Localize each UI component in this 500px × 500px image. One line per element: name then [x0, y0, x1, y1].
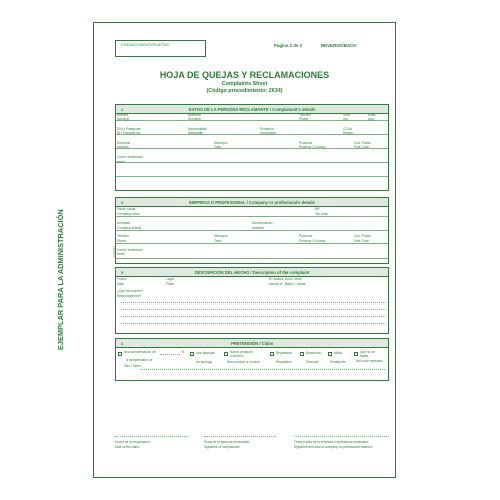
label-correo: Correo electrónico — [117, 155, 144, 159]
label-cpostal: Cód. Postal — [354, 234, 371, 238]
label-postcode: Post Code — [354, 145, 369, 149]
label-municipio: Municipio — [214, 234, 228, 238]
label-invoice: Invoice nº, flight nº, others — [269, 282, 306, 286]
form-title: HOJA DE QUEJAS Y RECLAMACIONES — [159, 70, 330, 80]
label-cpostal: Cód. Postal — [354, 141, 371, 145]
complaint-form-page — [93, 22, 396, 478]
label-fecha: Fecha — [117, 277, 126, 281]
label-profesion: Profesión — [260, 127, 274, 131]
label-reparation: Reparation — [276, 360, 292, 364]
label-nuevo-producto: Nuevo producto — [230, 350, 253, 354]
discount-checkbox[interactable] — [300, 352, 304, 356]
label-telefono: Teléfono — [299, 113, 312, 117]
label-servicio: o servicio — [230, 354, 244, 358]
section-title: DATOS DE LA PERSONA RECLAMANTE / Complainant's details — [188, 106, 316, 112]
form-subtitle: Complaints Sheet — [221, 81, 268, 87]
label-fecha-reclamacion: Fecha de la reclamación: — [115, 440, 151, 444]
label-correo: Correo electrónico — [117, 248, 144, 252]
label-name: Name(s) — [117, 117, 130, 121]
label-other: Otro / Other — [124, 364, 141, 368]
label-multa: Multa — [334, 351, 342, 355]
claim-date-line[interactable] — [115, 436, 187, 437]
label-not-repeated: Not to be repeated — [356, 359, 383, 363]
label-nationality: Nationality — [188, 131, 203, 135]
section-number: 3 — [121, 269, 124, 275]
label-surname: Surname — [188, 117, 201, 121]
label-compensacion: Una compensación de — [124, 350, 156, 354]
description-line[interactable] — [121, 316, 386, 317]
label-provincia: Provincia — [299, 234, 313, 238]
label-nombre: Nombre — [117, 113, 129, 117]
label-provincia: Provincia — [299, 141, 313, 145]
section-number: 1 — [121, 106, 124, 112]
code-box-label: CÓDIGO IDENTIFICATIVO — [121, 42, 170, 47]
section-header — [116, 268, 388, 277]
label-penalty: Penalty fee — [330, 360, 346, 364]
label-factura: Nº factura, vuelo, otros: — [269, 277, 303, 281]
apology-checkbox[interactable] — [190, 352, 194, 356]
penalty-checkbox[interactable] — [328, 352, 332, 356]
label-date-claim: Date of the claim: — [115, 445, 140, 449]
procedure-code: (Código procedimiento: 2634) — [206, 88, 283, 94]
identification-code-box[interactable] — [115, 40, 206, 57]
label-repita: repita — [360, 354, 368, 358]
label-town: Town — [214, 145, 222, 149]
company-signature-line[interactable] — [294, 436, 389, 437]
label-town: Town — [214, 239, 222, 243]
description-line[interactable] — [121, 302, 386, 303]
section-claim — [115, 338, 389, 381]
label-telefono: Teléfono — [117, 234, 130, 238]
complainant-signature-line[interactable] — [204, 436, 276, 437]
label-company: Company name — [117, 212, 140, 216]
label-direccion: Dirección — [117, 141, 131, 145]
description-line[interactable] — [121, 323, 386, 324]
label-id: ID / Passport No — [117, 131, 141, 135]
form-reference-code: 0083D — [112, 246, 117, 258]
label-new-product: New product or service — [227, 360, 260, 364]
section-number: 2 — [121, 199, 124, 205]
label-place: Place — [166, 282, 174, 286]
label-phone: Phone — [299, 117, 309, 121]
not-repeated-checkbox[interactable] — [354, 352, 358, 356]
label-postcode: Post Code — [354, 239, 369, 243]
label-sex: Sex — [343, 117, 349, 121]
copy-designation: EJEMPLAR PARA LA ADMINISTRACIÓN — [56, 209, 65, 350]
label-occupation: Occupation — [260, 131, 277, 135]
label-province: Province / Country — [299, 145, 326, 149]
other-claim-field[interactable] — [140, 369, 385, 370]
label-dni: DNI o Pasaporte — [117, 127, 141, 131]
label-firma-reclamante: Firma de la persona reclamante: — [204, 440, 250, 444]
section-complainant — [115, 104, 389, 191]
label-discount: Discount — [306, 360, 319, 364]
label-descuento: Descuento — [306, 351, 322, 355]
section-title: PRETENSIÓN / Claim — [230, 340, 274, 346]
label-disculpa: Una disculpa — [196, 351, 215, 355]
label-company-address: Address — [252, 226, 264, 230]
label-ccaa: CCAA — [343, 127, 352, 131]
label-taxcode: Tax code — [315, 212, 328, 216]
new-product-checkbox[interactable] — [224, 352, 228, 356]
label-region: Region — [343, 131, 354, 135]
label-compensation: A compensation of — [126, 358, 153, 362]
label-reparacion: Reparación — [276, 351, 293, 355]
label-apellidos: Apellidos — [188, 113, 201, 117]
side-label: REVERSO/BACK — [321, 43, 357, 48]
label-email: email — [117, 252, 125, 256]
label-address: Address — [117, 145, 129, 149]
section-header — [116, 339, 388, 348]
label-que-no-se: Que no se — [360, 350, 375, 354]
label-edad: Edad — [368, 113, 376, 117]
label-signature-company: Signature and seal of company or professional claimed: — [294, 445, 373, 449]
label-signature-complainant: Signature of complainant: — [204, 445, 241, 449]
compensation-checkbox[interactable] — [118, 352, 122, 356]
repair-checkbox[interactable] — [270, 352, 274, 356]
section-title: EMPRESA O PROFESIONAL / Company or profesional's details — [189, 199, 315, 205]
label-nacionalidad: Nacionalidad — [188, 127, 207, 131]
label-province: Province / Country — [299, 239, 326, 243]
section-number: 4 — [121, 340, 124, 346]
label-nif: NIF — [315, 207, 321, 211]
section-header — [116, 198, 388, 207]
label-apology: An apology — [196, 360, 212, 364]
label-sexo: Sexo — [343, 113, 351, 117]
label-age: Age — [368, 117, 374, 121]
section-title: DESCRIPCIÓN DEL HECHO / Description of the complaint — [194, 269, 310, 275]
label-actividad: Actividad — [117, 221, 130, 225]
page-number: Pagina 2 de 2 — [274, 43, 303, 48]
section-description — [115, 267, 389, 334]
label-firma-empresa: Firma y sello de la empresa o profesional reclamado: — [294, 440, 369, 444]
compensation-amount-field[interactable] — [160, 354, 180, 355]
label-denominacion: Denominación — [252, 221, 273, 225]
label-lugar: Lugar — [166, 277, 175, 281]
label-municipio: Municipio — [214, 141, 228, 145]
label-date: Date — [117, 282, 124, 286]
label-euro: € — [182, 350, 184, 354]
section-company — [115, 197, 389, 264]
label-phone: Phone — [117, 239, 127, 243]
label-email: email — [117, 160, 125, 164]
label-razon: Razón social — [117, 207, 136, 211]
label-activity: Company activity — [117, 226, 142, 230]
label-que: ¿Qué ha ocurrido? — [117, 289, 144, 293]
label-what: What happened? — [117, 294, 142, 298]
description-line[interactable] — [121, 309, 386, 310]
